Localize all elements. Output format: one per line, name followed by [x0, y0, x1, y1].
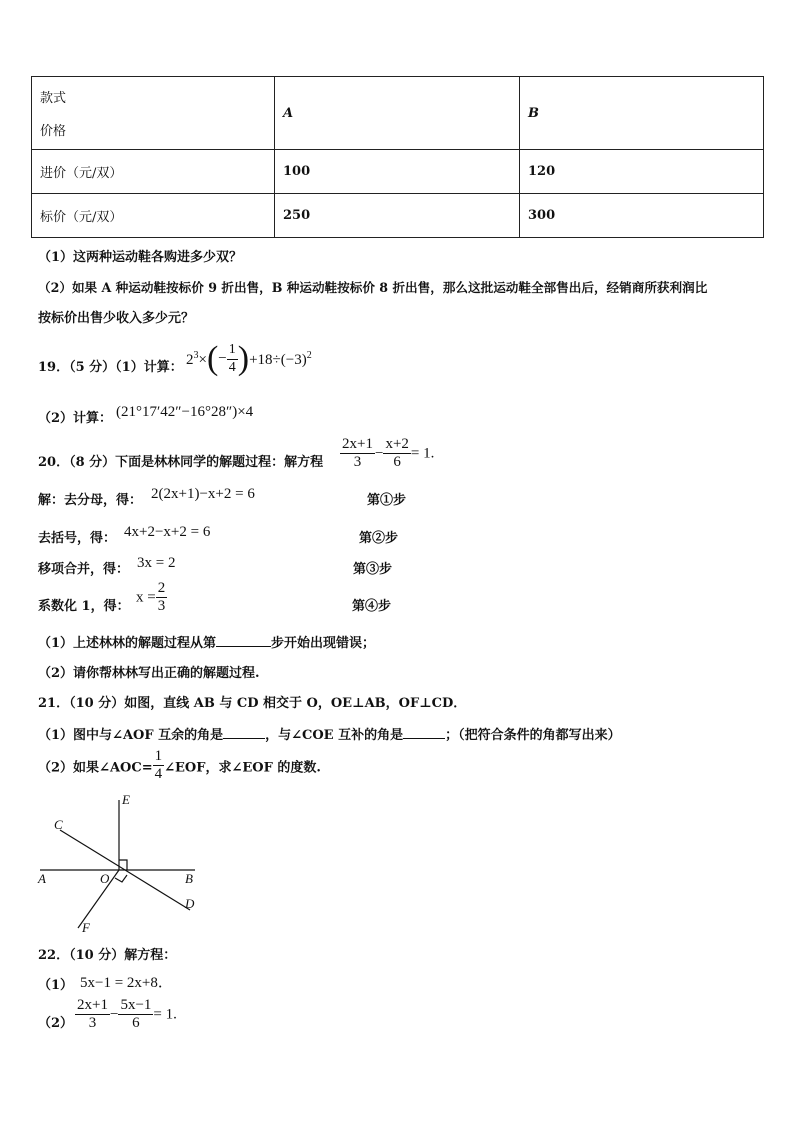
- q21-part2-a: （2）如果∠AOC=: [38, 760, 153, 776]
- q21-part1-b: ，与∠COE 互补的角是: [265, 728, 404, 743]
- answer-blank[interactable]: [403, 738, 445, 739]
- q21-part2-b: ∠EOF，求∠EOF 的度数.: [164, 760, 321, 776]
- intersecting-lines-figure: [30, 790, 210, 940]
- q20-step4-tag: 第④步: [352, 599, 392, 614]
- col-b-header: B: [520, 77, 764, 150]
- q21-part1-a: （1）图中与∠AOF 互余的角是: [38, 728, 224, 743]
- q20-step4-label: 系数化 1，得：: [38, 599, 130, 614]
- q19-expression-2: (21°17′42″−16°28″)×4: [116, 404, 254, 420]
- q18-part2-line1: （2）如果 A 种运动鞋按标价 9 折出售，B 种运动鞋按标价 8 折出售，那么这批运动鞋全部售出后，经销商所获利润比: [38, 280, 708, 295]
- q20-heading: 20．（8 分）下面是林林同学的解题过程：解方程: [38, 455, 324, 470]
- q20-part1-a: （1）上述林林的解题过程从第: [38, 636, 217, 651]
- q20-part1: [38, 632, 375, 651]
- table-row: [32, 194, 764, 238]
- q20-step2-expr: 4x+2−x+2 = 6: [124, 524, 211, 540]
- q18-part2-line2: 按标价出售少收入多少元？: [38, 311, 195, 326]
- label-a: A: [38, 871, 46, 886]
- table-header-cell: [32, 77, 275, 150]
- q19-heading: 19．（5 分）（1）计算：: [38, 360, 183, 375]
- q21-heading: 21．（10 分）如图，直线 AB 与 CD 相交于 O，OE⊥AB，OF⊥CD．: [38, 696, 467, 711]
- label-d: D: [185, 896, 195, 911]
- q21-part2: （2）如果∠AOC= $\frac{1}{4}$ ∠EOF，求∠EOF 的度数.: [38, 748, 321, 783]
- row-value-b: 120: [520, 150, 764, 194]
- label-o: O: [100, 871, 110, 886]
- q20-part2: （2）请你帮林林写出正确的解题过程.: [38, 666, 260, 681]
- answer-blank[interactable]: [216, 646, 271, 647]
- q20-equation: $\frac{2x+1}{3}$ − $\frac{x+2}{6}$ = 1.: [342, 436, 435, 471]
- header-line1: 款式: [40, 91, 67, 106]
- q20-step1-label: 解：去分母，得：: [38, 493, 143, 508]
- q22-part2-expr: $\frac{2x+1}{3}$ − $\frac{5x-1}{6}$ = 1.: [77, 997, 177, 1032]
- q22-heading: 22．（10 分）解方程：: [38, 948, 177, 963]
- q21-part1-c: ；（把符合条件的角都写出来）: [445, 728, 621, 743]
- q22-part1-expr: 5x−1 = 2x+8．: [80, 975, 173, 991]
- q20-step3-tag: 第③步: [353, 562, 393, 577]
- table-row: [32, 150, 764, 194]
- q20-step3-expr: 3x = 2: [137, 555, 176, 571]
- label-f: F: [82, 920, 90, 935]
- col-a-header: A: [275, 77, 520, 150]
- q20-step3-label: 移项合并，得：: [38, 562, 130, 577]
- label-c: C: [54, 817, 63, 832]
- row-value-a: 100: [275, 150, 520, 194]
- row-label: 标价（元/双）: [32, 194, 275, 238]
- q21-part1: [38, 724, 621, 743]
- label-e: E: [122, 792, 130, 807]
- q22-part1-label: （1）: [38, 978, 74, 993]
- row-value-a: 250: [275, 194, 520, 238]
- q20-part1-b: 步开始出现错误；: [271, 636, 376, 651]
- price-table: [31, 76, 764, 238]
- answer-blank[interactable]: [223, 738, 265, 739]
- header-line2: 价格: [40, 124, 67, 139]
- right-angle-mark-f: [115, 875, 127, 882]
- q19-expression-1: $2^3\times(-$ $\frac{1}{4}$ )$+18\div(-3)^2$: [186, 340, 312, 377]
- q20-step1-expr: 2(2x+1)−x+2 = 6: [151, 486, 255, 502]
- q18-part1: （1）这两种运动鞋各购进多少双？: [38, 250, 243, 265]
- q20-step1-tag: 第①步: [367, 493, 407, 508]
- label-b: B: [185, 871, 193, 886]
- row-value-b: 300: [520, 194, 764, 238]
- q20-step4-expr: x = $\frac{2}{3}$: [136, 580, 166, 615]
- q22-part2-label: （2）: [38, 1016, 74, 1031]
- row-label: 进价（元/双）: [32, 150, 275, 194]
- q20-step2-label: 去括号，得：: [38, 531, 117, 546]
- q20-step2-tag: 第②步: [359, 531, 399, 546]
- q19-part2: （2）计算：: [38, 411, 113, 426]
